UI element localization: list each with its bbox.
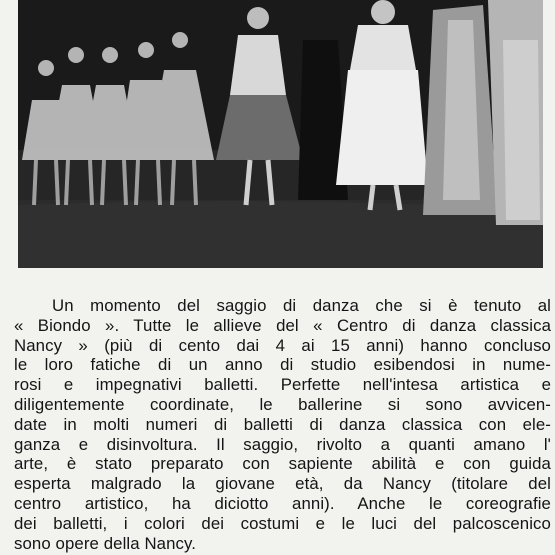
caption-line: ganza e disinvoltura. Il saggio, rivolto a quanti amano l' bbox=[14, 434, 551, 454]
caption-line: date in molti numeri di balletti di danza classica con ele- bbox=[14, 414, 551, 434]
photo-caption bbox=[14, 296, 551, 553]
caption-line: rosi e impegnativi balletti. Perfette nell'intesa artistica e bbox=[14, 375, 551, 395]
caption-line: centro artistico, ha diciotto anni). Anche le coreografie bbox=[14, 493, 551, 513]
dancers-photo-graphic bbox=[18, 0, 543, 268]
caption-line: arte, è stato preparato con sapiente abilità e con guida bbox=[14, 454, 551, 474]
caption-line: sono opere della Nancy. bbox=[14, 533, 197, 553]
caption-line: diligentemente coordinate, le ballerine si sono avvicen- bbox=[14, 394, 551, 414]
caption-line: le loro fatiche di un anno di studio esibendosi in nume- bbox=[14, 355, 551, 375]
caption-line: esperta malgrado la giovane età, da Nancy (titolare del bbox=[14, 474, 551, 494]
caption-line: Nancy » (più di cento dai 4 ai 15 anni) hanno concluso bbox=[14, 335, 551, 355]
caption-line: « Biondo ». Tutte le allieve del « Centro di danza classica bbox=[14, 315, 551, 335]
newspaper-photo-dancers bbox=[18, 0, 543, 268]
caption-line: dei balletti, i colori dei costumi e le luci del palcoscenico bbox=[14, 513, 551, 533]
caption-line: Un momento del saggio di danza che si è tenuto al bbox=[52, 296, 551, 315]
